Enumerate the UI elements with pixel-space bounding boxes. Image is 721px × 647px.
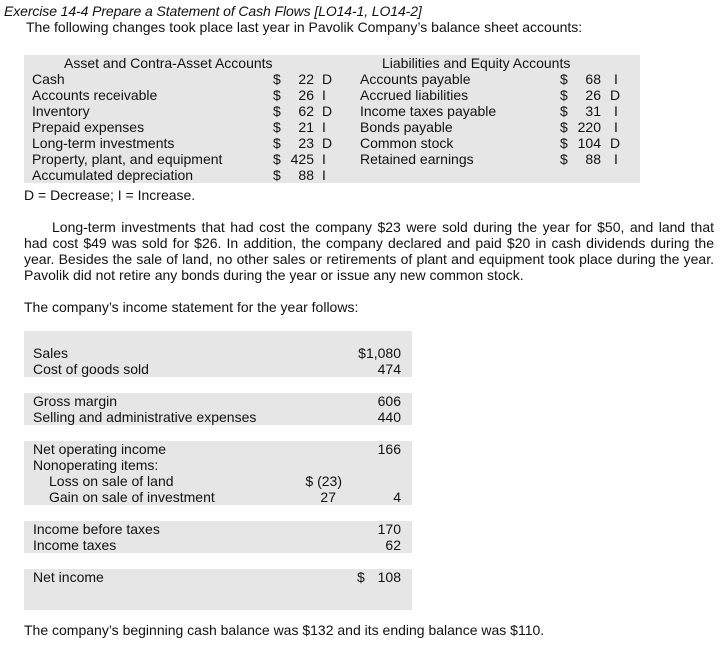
- asset-code: D: [322, 103, 333, 119]
- description-paragraph: [24, 219, 714, 283]
- liability-dollar: $: [560, 103, 568, 119]
- separator-band: [24, 425, 412, 441]
- liability-amount: 68: [585, 71, 601, 87]
- liability-amount: 31: [585, 103, 601, 119]
- net-income-label: Net income: [33, 569, 104, 585]
- liability-amount: 220: [577, 119, 601, 135]
- cash-balance-footer: The company’s beginning cash balance was $132 and its ending balance was $110.: [24, 622, 545, 638]
- asset-row: Prepaid expenses: [32, 119, 145, 135]
- cogs-label: Cost of goods sold: [33, 361, 149, 377]
- ibt-value: 170: [377, 521, 401, 537]
- liability-row: Income taxes payable: [360, 103, 497, 119]
- liability-row: Accrued liabilities: [360, 87, 469, 103]
- liability-amount: 88: [585, 151, 601, 167]
- asset-code: I: [322, 167, 326, 183]
- loss-land-value: $ (23): [305, 473, 342, 489]
- gross-margin-label: Gross margin: [33, 393, 118, 409]
- ibt-label: Income before taxes: [33, 521, 160, 537]
- cogs-value: 474: [377, 361, 401, 377]
- liability-dollar: $: [560, 151, 568, 167]
- asset-dollar: $: [273, 151, 281, 167]
- separator-band: [24, 377, 412, 393]
- asset-amount: 23: [298, 135, 314, 151]
- separator-band: [24, 505, 412, 521]
- asset-code: I: [322, 119, 326, 135]
- asset-amount: 88: [298, 167, 314, 183]
- income-statement-intro: The company’s income statement for the year follows:: [24, 299, 359, 315]
- exercise-title: Exercise 14-4 Prepare a Statement of Cash Flows [LO14-1, LO14-2]: [4, 3, 422, 19]
- asset-dollar: $: [273, 167, 281, 183]
- asset-row: Property, plant, and equipment: [32, 151, 223, 167]
- liability-dollar: $: [560, 71, 568, 87]
- liability-code: I: [614, 103, 618, 119]
- liability-dollar: $: [560, 87, 568, 103]
- asset-amount: 62: [298, 103, 314, 119]
- asset-row: Accumulated depreciation: [32, 167, 194, 183]
- paragraph-text: Long-term investments that had cost the company $23 were sold during the year for $50, and land that had cost $49 was sold for $26. In addition, the company declared and paid $20 in cash dividends during the year. Besides the sale of land, no other sales or retirements of plant and equipment took place during the year. Pavolik did not retire any bonds during the year or issue any new common stock.: [24, 219, 714, 283]
- asset-dollar: $: [273, 135, 281, 151]
- sales-value: $1,080: [358, 345, 401, 361]
- taxes-value: 62: [385, 537, 401, 553]
- income-statement-table: [24, 331, 412, 610]
- separator-band: [24, 553, 412, 569]
- net-income-dollar: $: [357, 569, 365, 585]
- loss-land-label: Loss on sale of land: [49, 473, 174, 489]
- intro-text: The following changes took place last year in Pavolik Company’s balance sheet accounts:: [26, 19, 583, 35]
- asset-row: Cash: [32, 71, 65, 87]
- sga-value: 440: [377, 409, 401, 425]
- liabilities-header: Liabilities and Equity Accounts: [382, 55, 571, 71]
- liability-code: D: [610, 135, 621, 151]
- gain-investment-label: Gain on sale of investment: [49, 489, 215, 505]
- asset-dollar: $: [273, 87, 281, 103]
- balance-sheet-changes-table: [24, 55, 640, 183]
- asset-row: Accounts receivable: [32, 87, 158, 103]
- liability-dollar: $: [560, 135, 568, 151]
- asset-amount: 425: [290, 151, 314, 167]
- liability-code: I: [614, 71, 618, 87]
- asset-dollar: $: [273, 71, 281, 87]
- liability-row: Common stock: [360, 135, 454, 151]
- nonop-label: Nonoperating items:: [33, 457, 159, 473]
- sga-label: Selling and administrative expenses: [33, 409, 257, 425]
- legend-text: D = Decrease; I = Increase.: [24, 187, 196, 203]
- liability-row: Accounts payable: [360, 71, 471, 87]
- asset-code: I: [322, 151, 326, 167]
- liability-code: I: [614, 151, 618, 167]
- gross-margin-value: 606: [377, 393, 401, 409]
- net-income-value: 108: [377, 569, 401, 585]
- asset-dollar: $: [273, 103, 281, 119]
- liability-amount: 26: [585, 87, 601, 103]
- asset-row: Long-term investments: [32, 135, 175, 151]
- asset-code: D: [322, 135, 333, 151]
- asset-code: D: [322, 71, 333, 87]
- nonop-total-value: 4: [393, 489, 401, 505]
- liability-amount: 104: [577, 135, 601, 151]
- assets-header: Asset and Contra-Asset Accounts: [64, 55, 273, 71]
- noi-label: Net operating income: [33, 441, 167, 457]
- noi-value: 166: [377, 441, 401, 457]
- liability-dollar: $: [560, 119, 568, 135]
- asset-amount: 22: [298, 71, 314, 87]
- asset-amount: 26: [298, 87, 314, 103]
- taxes-label: Income taxes: [33, 537, 117, 553]
- liability-row: Bonds payable: [360, 119, 453, 135]
- gain-investment-value: 27: [320, 489, 336, 505]
- asset-dollar: $: [273, 119, 281, 135]
- liability-code: D: [610, 87, 621, 103]
- asset-row: Inventory: [32, 103, 90, 119]
- asset-amount: 21: [298, 119, 314, 135]
- asset-code: I: [322, 87, 326, 103]
- liability-row: Retained earnings: [360, 151, 474, 167]
- liability-code: I: [614, 119, 618, 135]
- sales-label: Sales: [33, 345, 69, 361]
